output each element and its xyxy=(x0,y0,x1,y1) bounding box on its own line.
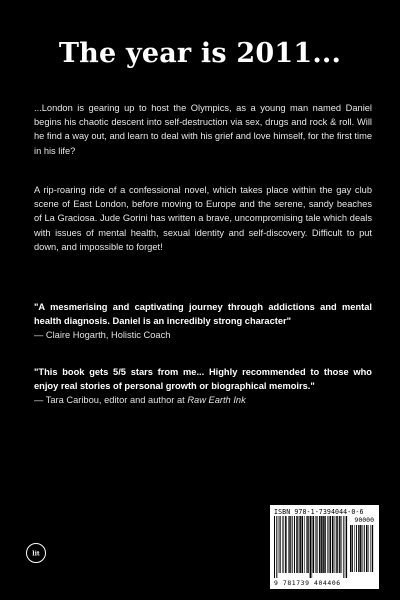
publisher-logo-text: lit xyxy=(32,550,40,558)
barcode-bar xyxy=(299,516,300,573)
barcode-bar xyxy=(320,516,321,573)
barcode-bar xyxy=(367,525,368,572)
barcode-bar xyxy=(280,516,281,573)
barcode-bar xyxy=(358,525,359,572)
barcode-bar xyxy=(283,516,284,573)
isbn-label: ISBN 978-1-7394044-0-6 xyxy=(274,508,364,516)
barcode-bar xyxy=(286,516,287,573)
review-2 xyxy=(34,365,372,408)
review-2-attribution xyxy=(34,393,372,407)
barcode-bar xyxy=(302,516,303,573)
review-2-quote: "This book gets 5/5 stars from me... Highly recommended to those who enjoy real stories of personal growth or biographical memoirs." xyxy=(34,367,372,392)
barcode-bar xyxy=(296,516,297,573)
barcode-bar xyxy=(292,516,293,573)
isbn-barcode xyxy=(270,505,379,589)
barcode-bar xyxy=(289,516,290,573)
barcode-bar xyxy=(341,516,342,573)
barcode-bar xyxy=(279,516,280,573)
review-1 xyxy=(34,300,372,343)
barcode-bar xyxy=(300,516,301,573)
barcode-bar xyxy=(366,525,367,572)
review-2-attribution-publication: Raw Earth Ink xyxy=(187,395,246,406)
barcode-bar xyxy=(330,516,331,573)
barcode-bar xyxy=(364,525,365,572)
barcode-bar xyxy=(332,516,333,573)
price-code: 90000 xyxy=(354,516,374,524)
barcode-bar xyxy=(274,516,275,578)
barcode-bar xyxy=(288,516,289,573)
synopsis-paragraph-1: ...London is gearing up to host the Olympics, as a young man named Daniel begins his chaotic descent into self-destruction via sex, drugs and rock & roll. Will he find a way out, and learn to deal with his grief and love himself, for the first time in his life? xyxy=(34,103,372,156)
barcode-bar xyxy=(304,516,305,573)
barcode-bar xyxy=(360,525,361,572)
barcode-bar xyxy=(307,516,308,573)
synopsis-paragraph-2: A rip-roaring ride of a confessional novel, which takes place within the gay club scene of East London, before moving to Europe and the serene, sandy beaches of La Graciosa. Jude Gorini has written a brave, uncompromising tale which deals with issues of mental health, sexual identity and self-discovery. Difficult to put down, and impossible to forget! xyxy=(34,185,372,252)
barcode-bar xyxy=(324,516,325,573)
barcode-bar xyxy=(334,516,335,573)
barcode-bar xyxy=(319,516,320,573)
review-1-quote: "A mesmerising and captivating journey through addictions and mental health diagnosis. Daniel is an incredibly strong character" xyxy=(34,302,372,327)
barcode-bar xyxy=(351,525,352,572)
barcode-bar xyxy=(312,516,313,578)
barcode-bar xyxy=(370,525,371,572)
barcode-bar xyxy=(285,516,286,573)
barcode-bar xyxy=(343,516,344,578)
ean-barcode-bars xyxy=(274,516,348,578)
barcode-bar xyxy=(276,516,277,578)
review-2-attribution-text: — Tara Caribou, editor and author at xyxy=(34,395,188,406)
barcode-bar xyxy=(337,516,338,573)
barcode-bar xyxy=(356,525,357,572)
barcode-bar xyxy=(346,516,347,578)
review-1-attribution-text: — Claire Hogarth, Holistic Coach xyxy=(34,330,171,341)
publisher-logo-icon xyxy=(26,543,46,563)
barcode-bar xyxy=(354,525,355,572)
barcode-bar xyxy=(306,516,307,573)
barcode-bar xyxy=(282,516,283,573)
addon-barcode-bars xyxy=(350,525,374,577)
barcode-bar xyxy=(313,516,314,573)
barcode-bar xyxy=(317,516,318,573)
headline: The year is 2011... xyxy=(58,38,342,69)
barcode-bar xyxy=(362,525,363,572)
barcode-bar xyxy=(368,525,369,572)
barcode-bar xyxy=(372,525,373,572)
ean-digits: 9 781739 404406 xyxy=(274,579,341,587)
barcode-bar xyxy=(336,516,337,573)
barcode-bar xyxy=(310,516,311,578)
barcode-bar xyxy=(294,516,295,573)
barcode-bar xyxy=(316,516,317,573)
barcode-bar xyxy=(322,516,323,573)
review-1-attribution xyxy=(34,328,372,342)
barcode-bar xyxy=(315,516,316,573)
barcode-bar xyxy=(339,516,340,573)
barcode-bar xyxy=(329,516,330,573)
publisher-logo-mark xyxy=(29,546,43,560)
barcode-bar xyxy=(327,516,328,573)
barcode-bar xyxy=(350,525,351,572)
